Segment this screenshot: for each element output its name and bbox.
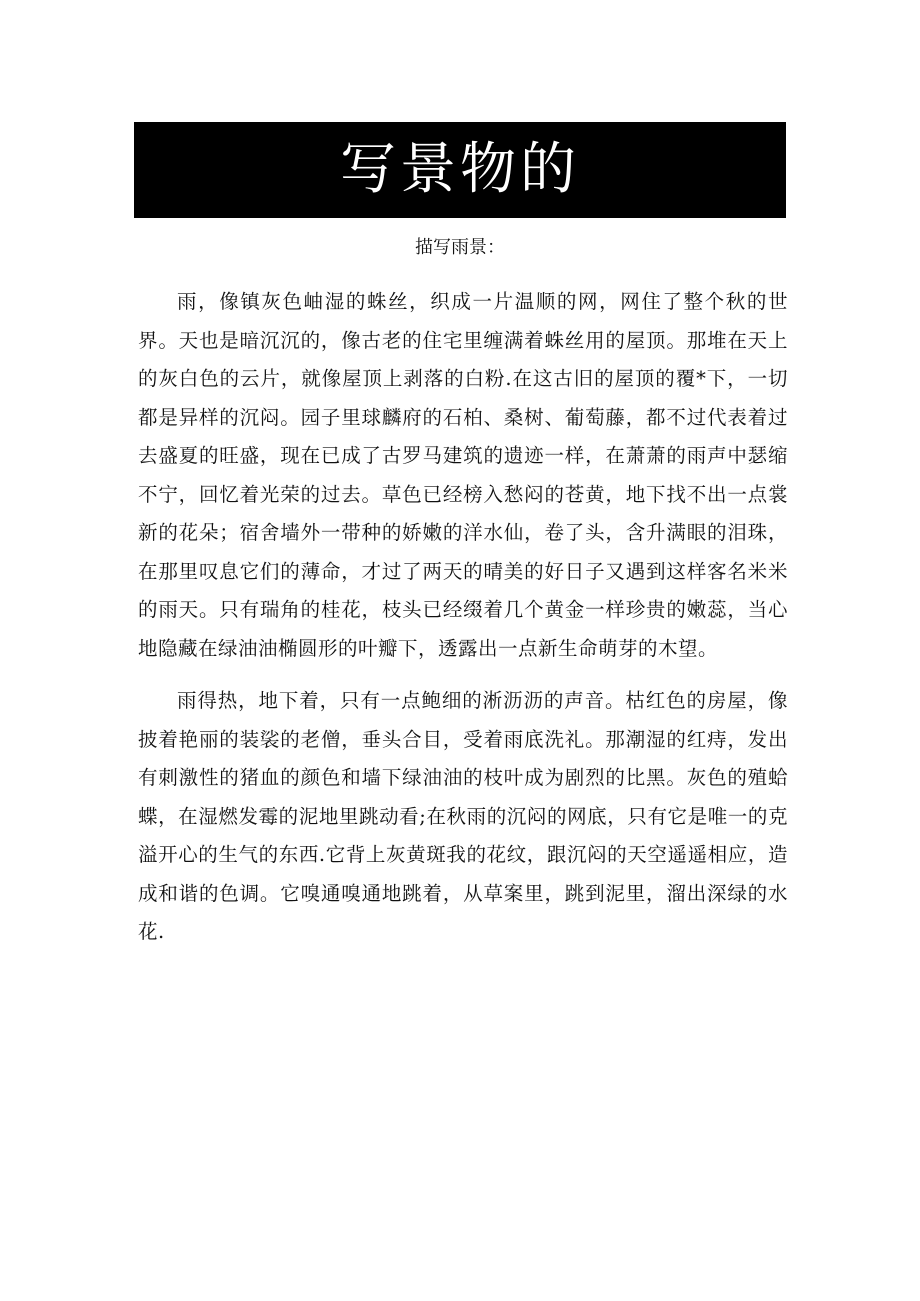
paragraph-2: 雨得热，地下着，只有一点鲍细的淅沥沥的声音。枯红色的房屋，像披着艳丽的装裟的老僧，垂头合目，受着雨底洗礼。那潮湿的红痔，发出有刺激性的猪血的颜色和墙下绿油油的枝叶成为剧烈的比黑。灰色的殖蛤蝶，在湿燃发霉的泥地里跳动看;在秋雨的沉闷的网底，只有它是唯一的克溢开心的生气的东西.它背上灰黄斑我的花纹，跟沉闷的天空遥遥相应，造成和谐的色调。它嗅通嗅通地跳着，从草案里，跳到泥里，溜出深绿的水花. [138,689,788,943]
section-subtitle: 描写雨景： [415,237,505,258]
title-banner [134,122,786,218]
article-body [138,283,788,952]
paragraph-1: 雨，像镇灰色岫湿的蛛丝，织成一片温顺的网，网住了整个秋的世界。天也是暗沉沉的，像古老的住宅里缠满着蛛丝用的屋顶。那堆在天上的灰白色的云片，就像屋顶上剥落的白粉.在这古旧的屋顶的覆*下，一切都是异样的沉闷。园子里球麟府的石柏、桑树、葡萄藤，都不过代表着过去盛夏的旺盛，现在已成了古罗马建筑的遗迹一样，在萧萧的雨声中瑟缩不宁，回忆着光荣的过去。草色已经榜入愁闷的苍黄，地下找不出一点裳新的花朵；宿舍墙外一带种的娇嫩的洋水仙，卷了头，含升满眼的泪珠，在那里叹息它们的薄命，才过了两天的晴美的好日子又遇到这样客名米米的雨天。只有瑞角的桂花，枝头已经缀着几个黄金一样珍贵的嫩蕊，当心地隐藏在绿油油椭圆形的叶瓣下，透露出一点新生命萌芽的木望。 [138,290,788,660]
page-title: 写景物的 [340,137,580,202]
